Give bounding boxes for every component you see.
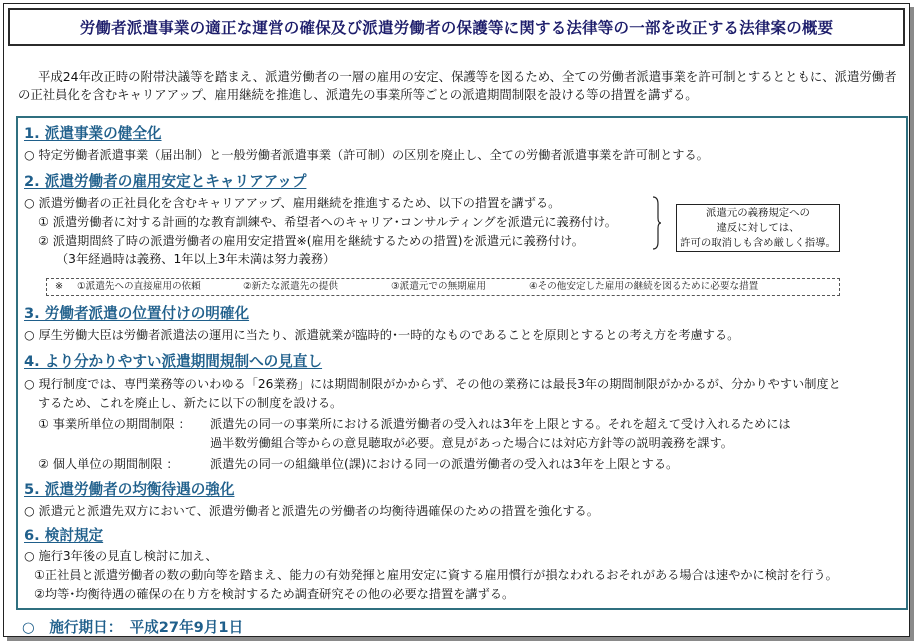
note-line-2: 違反に対しては、	[716, 222, 800, 234]
section-5-line-1: ○ 派遣元と派遣先双方において、派遣労働者と派遣先の労働者の均衡待遇確保のための措置を強化する。	[24, 504, 599, 518]
footnote-option-1: ①派遣先への直接雇用の依頼	[77, 281, 201, 292]
footnote-box	[46, 278, 840, 296]
section-4-item-1-text-1: 派遣先の同一の事業所における派遣労働者の受入れは3年を上限とする。それを超えて受け入れるためには	[210, 417, 791, 431]
section-6-line-2: ①正社員と派遣労働者の数の動向等を踏まえ、能力の有効発揮と雇用安定に資する雇用慣行が損なわれるおそれがある場合は速やかに検討を行う。	[34, 568, 838, 582]
section-6-line-1: ○ 施行3年後の見直し検討に加え、	[24, 549, 218, 563]
effective-date: ○ 施行期日： 平成27年9月1日	[22, 619, 244, 636]
slide-frame	[3, 3, 910, 637]
section-1-heading: 1. 派遣事業の健全化	[24, 125, 162, 142]
section-4-item-1-label: ① 事業所単位の期間制限 ：	[38, 417, 191, 431]
section-2-line-4: （3年経過時は義務、1年以上3年未満は努力義務）	[56, 252, 336, 266]
section-6-line-3: ②均等･均衡待遇の確保の在り方を検討するため調査研究その他の必要な措置を講ずる。	[34, 587, 515, 601]
section-3-line-1: ○ 厚生労働大臣は労働者派遣法の運用に当たり、派遣就業が臨時的･一時的なものであることを原則とするとの考え方を考慮する。	[24, 328, 740, 342]
section-4-item-2-text: 派遣先の同一の組織単位(課)における同一の派遣労働者の受入れは3年を上限とする。	[210, 457, 679, 471]
section-2-line-1: ○ 派遣労働者の正社員化を含むキャリアアップ、雇用継続を推進するため、以下の措置を講ずる。	[24, 196, 561, 210]
section-4-heading: 4. より分かりやすい派遣期間規制への見直し	[24, 353, 323, 370]
note-line-1: 派遣元の義務規定への	[706, 207, 810, 219]
footnote-option-3: ③派遣元での無期雇用	[391, 281, 486, 292]
note-line-3: 許可の取消しも含め厳しく指導。	[680, 237, 836, 249]
title-box	[8, 8, 905, 46]
curly-brace-icon	[652, 196, 662, 250]
section-2-heading: 2. 派遣労働者の雇用安定とキャリアアップ	[24, 173, 307, 190]
section-6-heading: 6. 検討規定	[24, 527, 104, 544]
section-4-item-1-text-2: 過半数労働組合等からの意見聴取が必要。意見があった場合には対応方針等の説明義務を課す。	[210, 436, 733, 450]
section-2-line-2: ① 派遣労働者に対する計画的な教育訓練や、希望者へのキャリア･コンサルティングを派遣元に義務付け。	[38, 215, 617, 229]
section-5-heading: 5. 派遣労働者の均衡待遇の強化	[24, 481, 235, 498]
footnote-mark: ※	[55, 281, 64, 292]
section-4-line-2: するため、これを廃止し、新たに以下の制度を設ける。	[38, 396, 343, 410]
section-2-line-3: ② 派遣期間終了時の派遣労働者の雇用安定措置※(雇用を継続するための措置)を派遣元に義務付け。	[38, 234, 584, 248]
section-1-line-1: ○ 特定労働者派遣事業（届出制）と一般労働者派遣事業（許可制）の区別を廃止し、全ての労働者派遣事業を許可制とする。	[24, 148, 709, 162]
section-3-heading: 3. 労働者派遣の位置付けの明確化	[24, 305, 250, 322]
footnote-option-2: ②新たな派遣先の提供	[243, 281, 338, 292]
note-box	[676, 204, 840, 252]
footnote-option-4: ④その他安定した雇用の継続を図るために必要な措置	[529, 281, 759, 292]
section-4-item-2-label: ② 個人単位の期間制限 ：	[38, 457, 179, 471]
section-4-line-1: ○ 現行制度では、専門業務等のいわゆる「26業務」には期間制限がかからず、その他の業務には最長3年の期間制限がかかるが、分かりやすい制度と	[24, 377, 841, 391]
page-title: 労働者派遣事業の適正な運営の確保及び派遣労働者の保護等に関する法律等の一部を改正する法律案の概要	[79, 19, 834, 37]
intro-paragraph: 平成24年改正時の附帯決議等を踏まえ、派遣労働者の一層の雇用の安定、保護等を図るため、全ての労働者派遣事業を許可制とするとともに、派遣労働者の正社員化を含むキャリアアップ、雇用継続を推進し、派遣先の事業所等ごとの派遣期間制限を設ける等の措置を講ずる。	[18, 69, 897, 102]
